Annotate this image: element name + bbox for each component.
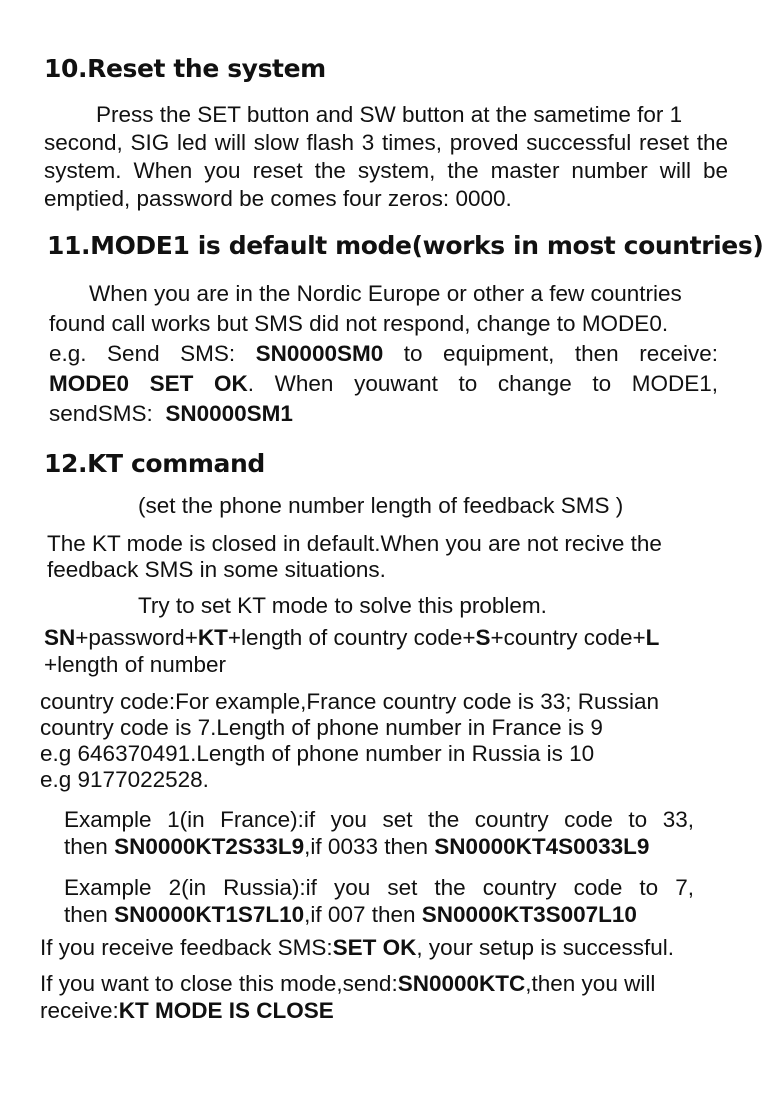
close-mode-line-1 [40,970,655,998]
kt-subtitle: (set the phone number length of feedback SMS ) [138,493,624,518]
country-code-line-4: e.g 9177022528. [40,767,209,792]
send-sms-label: e.g. Send SMS: [49,341,236,366]
fmt-cc: +country code+ [490,625,646,650]
ex1-command-2: SN0000KT4S0033L9 [434,834,650,859]
kt-format-line-2: +length of number [44,652,226,677]
fmt-length-cc: +length of country code+ [227,625,476,650]
fmt-s: S [475,625,491,650]
fmt-l: L [645,625,660,650]
example-1-line-2 [64,833,649,861]
country-code-line-2: country code is 7.Length of phone number in France is 9 [40,715,603,740]
section-12-heading: 12.KT command [44,449,265,478]
example-1-line-1: Example 1(in France):if you set the country code to 33, [64,807,694,832]
mode1-text: . When youwant to change to MODE1, [247,371,718,396]
section-10-heading: 10.Reset the system [44,54,326,83]
kt-mode-is-close: KT MODE IS CLOSE [118,998,334,1023]
ex1-mid: ,if 0033 then [304,834,429,859]
section-11-line-2: found call works but SMS did not respond, change to MODE0. [49,311,669,336]
section-11-line-1: When you are in the Nordic Europe or other a few countries [89,281,682,306]
fmt-password: +password+ [75,625,198,650]
ex1-command-1: SN0000KT2S33L9 [114,834,305,859]
close-prefix: If you want to close this mode,send: [40,971,398,996]
section-11-line-3 [49,340,718,368]
kt-intro-2: feedback SMS in some situations. [47,557,386,582]
ex2-command-1: SN0000KT1S7L10 [114,902,305,927]
kt-format-line-1 [44,624,659,652]
country-code-line-3: e.g 646370491.Length of phone number in Russia is 10 [40,741,595,766]
section-10-line-1: Press the SET button and SW button at the sametime for 1 [96,102,683,127]
set-ok-suffix: , your setup is successful. [416,935,675,960]
fmt-kt: KT [197,625,228,650]
section-10-line-3: system. When you reset the system, the master number will be [44,158,728,183]
set-ok-line [40,934,674,962]
section-10-line-2: second, SIG led will slow flash 3 times, proved successful reset the [44,130,728,155]
close2-prefix: receive: [40,998,119,1023]
command-sm0: SN0000SM0 [255,341,384,366]
close-mode-line-2 [40,997,334,1025]
fmt-sn: SN [44,625,76,650]
send-sms-label-2: sendSMS: [49,401,153,426]
set-ok-command: SET OK [332,935,417,960]
section-11-line-4 [49,370,718,398]
example-2-line-2 [64,901,637,929]
ex1-then: then [64,834,108,859]
set-ok-prefix: If you receive feedback SMS: [40,935,333,960]
mode0-set-ok: MODE0 SET OK [49,371,248,396]
ex2-then: then [64,902,108,927]
country-code-line-1: country code:For example,France country code is 33; Russian [40,689,660,714]
section-11-line-5 [49,400,293,428]
close-command: SN0000KTC [397,971,526,996]
kt-intro-3: Try to set KT mode to solve this problem. [138,593,547,618]
kt-intro-1: The KT mode is closed in default.When you are not recive the [47,531,662,556]
send-sms-suffix: to equipment, then receive: [403,341,718,366]
section-10-line-4: emptied, password be comes four zeros: 0000. [44,186,512,211]
ex2-mid: ,if 007 then [304,902,416,927]
example-2-line-1: Example 2(in Russia):if you set the country code to 7, [64,875,694,900]
ex2-command-2: SN0000KT3S007L10 [421,902,637,927]
command-sm1: SN0000SM1 [165,401,293,426]
section-11-heading: 11.MODE1 is default mode(works in most countries) [47,231,764,260]
close-suffix: ,then you will [525,971,656,996]
